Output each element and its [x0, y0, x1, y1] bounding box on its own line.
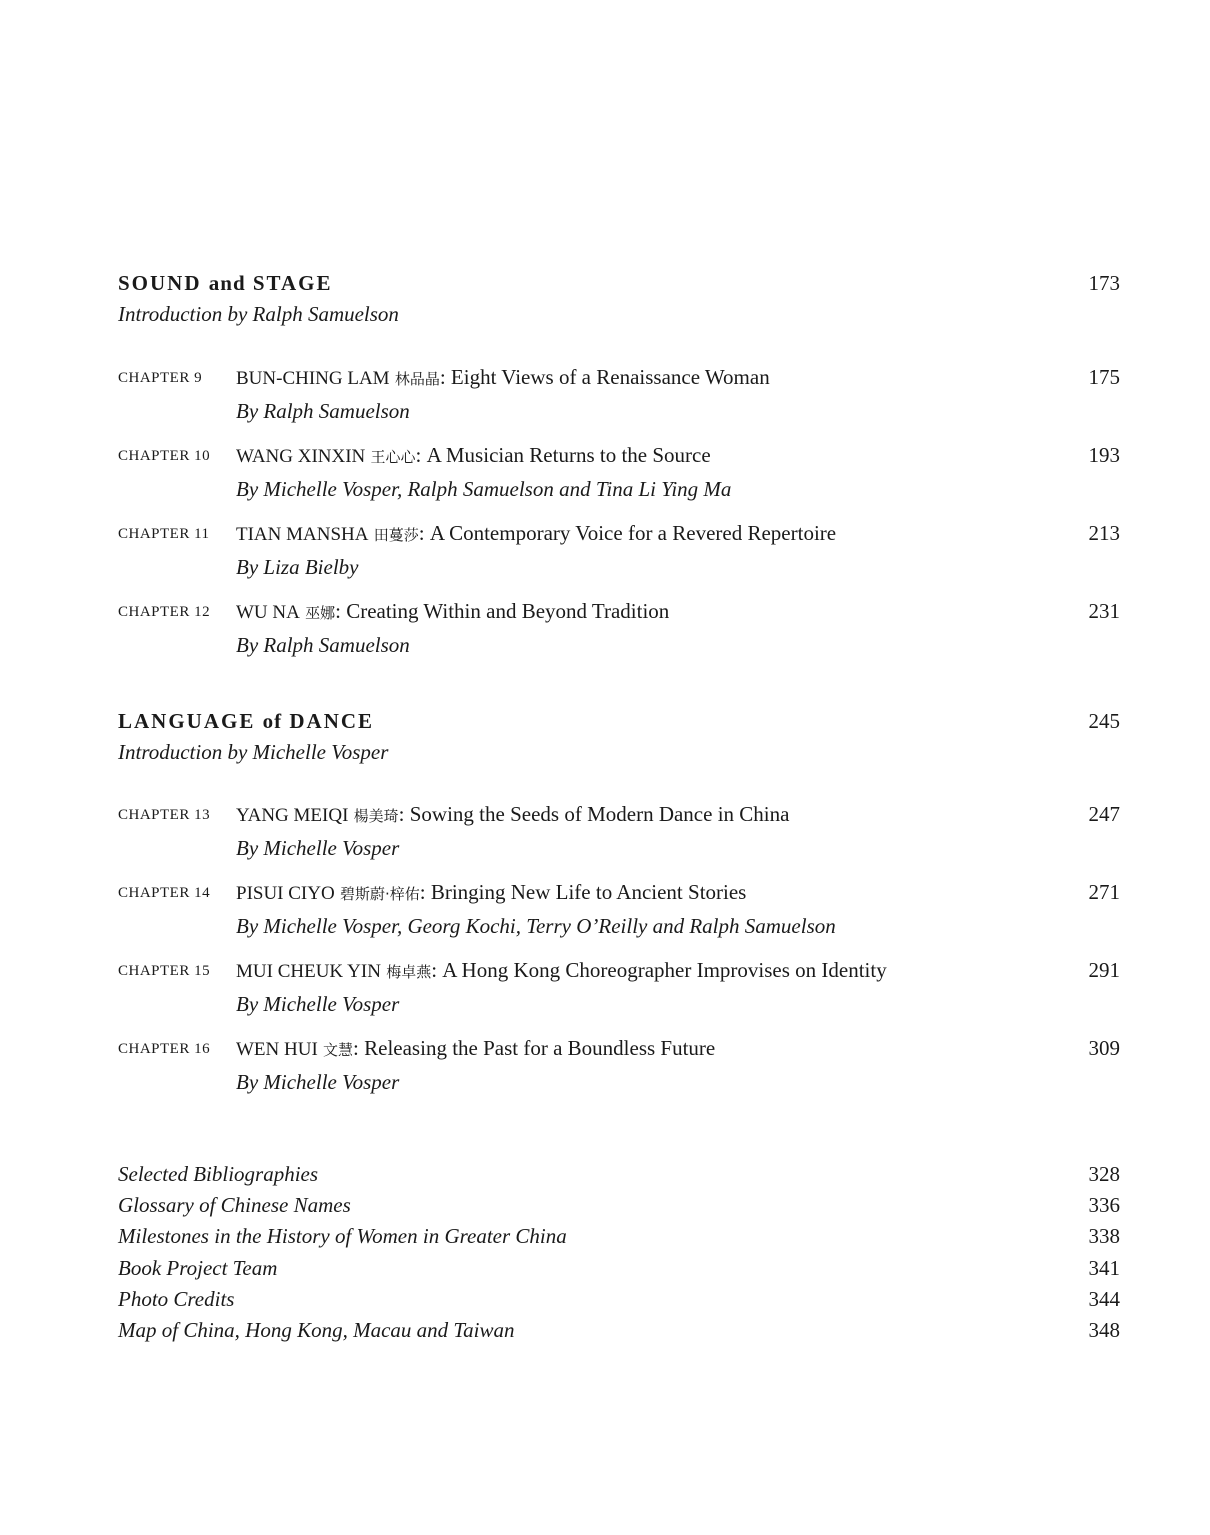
section-language-of-dance [118, 706, 1120, 767]
chapter-subtitle: : Bringing New Life to Ancient Stories [419, 880, 747, 904]
chapter-page-number: 291 [1088, 958, 1120, 982]
chapter-author: By Michelle Vosper [236, 836, 400, 860]
chapter-title [236, 518, 1060, 550]
backmatter-page-number: 328 [1088, 1162, 1120, 1186]
chapter-page-number: 271 [1088, 880, 1120, 904]
chapter-page-number: 309 [1088, 1036, 1120, 1060]
chapter-title [236, 1033, 1060, 1065]
backmatter-entry [118, 1221, 1120, 1252]
chapter-page-number: 231 [1088, 599, 1120, 623]
backmatter-label: Map of China, Hong Kong, Macau and Taiwan [118, 1317, 515, 1342]
chapter-label: CHAPTER 12 [118, 604, 211, 620]
chapter-body [236, 1033, 1060, 1097]
backmatter-list [118, 1159, 1120, 1346]
subject-chinese-name: 巫娜 [305, 604, 336, 622]
backmatter-label: Milestones in the History of Women in Greater China [118, 1224, 567, 1249]
backmatter-label: Photo Credits [118, 1286, 235, 1311]
chapter-subtitle: : A Hong Kong Choreographer Improvises on Identity [431, 958, 887, 982]
chapter-entry [118, 1033, 1120, 1111]
subject-name: MUI CHEUK YIN [236, 961, 381, 982]
chapter-author: By Michelle Vosper [236, 992, 400, 1016]
chapter-label: CHAPTER 13 [118, 807, 211, 823]
chapter-title [236, 877, 1060, 909]
chapter-body [236, 799, 1060, 863]
section-sound-and-stage [118, 268, 1120, 329]
chapter-body [236, 362, 1060, 426]
backmatter-label: Glossary of Chinese Names [118, 1193, 351, 1218]
chapter-subtitle: : Eight Views of a Renaissance Woman [439, 365, 770, 389]
chapter-author: By Michelle Vosper [236, 1070, 400, 1094]
chapter-page-number: 193 [1088, 443, 1120, 467]
subject-name: TIAN MANSHA [236, 524, 369, 545]
subject-name: WANG XINXIN [236, 446, 366, 467]
section-intro: Introduction by Michelle Vosper [118, 740, 389, 764]
backmatter-entry [118, 1315, 1120, 1346]
chapter-title [236, 799, 1060, 831]
chapter-label: CHAPTER 10 [118, 448, 211, 464]
chapter-body [236, 955, 1060, 1019]
subject-chinese-name: 王心心 [370, 448, 416, 466]
subject-name: WU NA [236, 602, 300, 623]
subject-name: BUN-CHING LAM [236, 368, 390, 389]
subject-name: YANG MEIQI [236, 805, 349, 826]
backmatter-entry [118, 1190, 1120, 1221]
chapter-author: By Michelle Vosper, Georg Kochi, Terry O’Reilly and Ralph Samuelson [236, 914, 836, 938]
subject-chinese-name: 楊美琦 [353, 807, 399, 825]
section-intro: Introduction by Ralph Samuelson [118, 302, 399, 326]
chapter-label: CHAPTER 11 [118, 526, 210, 542]
backmatter-label: Selected Bibliographies [118, 1162, 319, 1186]
chapter-body [236, 440, 1060, 504]
chapter-subtitle: : A Musician Returns to the Source [415, 443, 711, 467]
subject-chinese-name: 碧斯蔚·梓佑 [339, 885, 420, 903]
subject-chinese-name: 梅卓燕 [386, 963, 432, 981]
backmatter-label: Book Project Team [118, 1255, 278, 1280]
chapter-label: CHAPTER 14 [118, 885, 211, 901]
chapter-label: CHAPTER 16 [118, 1041, 211, 1057]
chapter-title [236, 440, 1060, 472]
chapter-list-sound-and-stage [118, 362, 1120, 674]
chapter-subtitle: : Creating Within and Beyond Tradition [335, 599, 670, 623]
chapter-entry [118, 799, 1120, 877]
chapter-title [236, 362, 1060, 394]
backmatter-page-number: 336 [1088, 1193, 1120, 1218]
chapter-body [236, 877, 1060, 941]
section-title: SOUND and STAGE [118, 271, 333, 295]
chapter-entry [118, 362, 1120, 440]
chapter-page-number: 247 [1088, 802, 1120, 826]
backmatter-entry [118, 1253, 1120, 1284]
chapter-entry [118, 440, 1120, 518]
chapter-label: CHAPTER 9 [118, 370, 203, 386]
backmatter-page-number: 348 [1088, 1317, 1120, 1342]
chapter-body [236, 596, 1060, 660]
chapter-author: By Liza Bielby [236, 555, 359, 579]
chapter-subtitle: : Sowing the Seeds of Modern Dance in China [398, 802, 790, 826]
subject-name: WEN HUI [236, 1039, 318, 1060]
backmatter-entry [118, 1159, 1120, 1190]
chapter-entry [118, 518, 1120, 596]
backmatter-page-number: 341 [1088, 1255, 1120, 1280]
chapter-subtitle: : Releasing the Past for a Boundless Future [353, 1036, 716, 1060]
section-page-number: 173 [1088, 271, 1120, 295]
chapter-label: CHAPTER 15 [118, 963, 211, 979]
chapter-author: By Ralph Samuelson [236, 399, 410, 423]
chapter-entry [118, 955, 1120, 1033]
backmatter-page-number: 344 [1088, 1286, 1120, 1311]
chapter-title [236, 955, 1060, 987]
chapter-entry [118, 596, 1120, 674]
backmatter-entry [118, 1284, 1120, 1315]
subject-name: PISUI CIYO [236, 883, 335, 904]
section-title: LANGUAGE of DANCE [118, 709, 375, 733]
section-page-number: 245 [1088, 709, 1120, 733]
chapter-subtitle: : A Contemporary Voice for a Revered Repertoire [418, 521, 837, 545]
chapter-title [236, 596, 1060, 628]
chapter-author: By Ralph Samuelson [236, 633, 410, 657]
chapter-entry [118, 877, 1120, 955]
section-header [118, 268, 1120, 298]
chapter-author: By Michelle Vosper, Ralph Samuelson and Tina Li Ying Ma [236, 477, 732, 501]
chapter-body [236, 518, 1060, 582]
chapter-page-number: 175 [1088, 365, 1120, 389]
chapter-page-number: 213 [1088, 521, 1120, 545]
subject-chinese-name: 林品晶 [394, 370, 440, 388]
chapter-list-language-of-dance [118, 799, 1120, 1111]
section-header [118, 706, 1120, 736]
subject-chinese-name: 文慧 [323, 1041, 354, 1059]
subject-chinese-name: 田蔓莎 [373, 526, 419, 544]
backmatter-page-number: 338 [1088, 1224, 1120, 1249]
